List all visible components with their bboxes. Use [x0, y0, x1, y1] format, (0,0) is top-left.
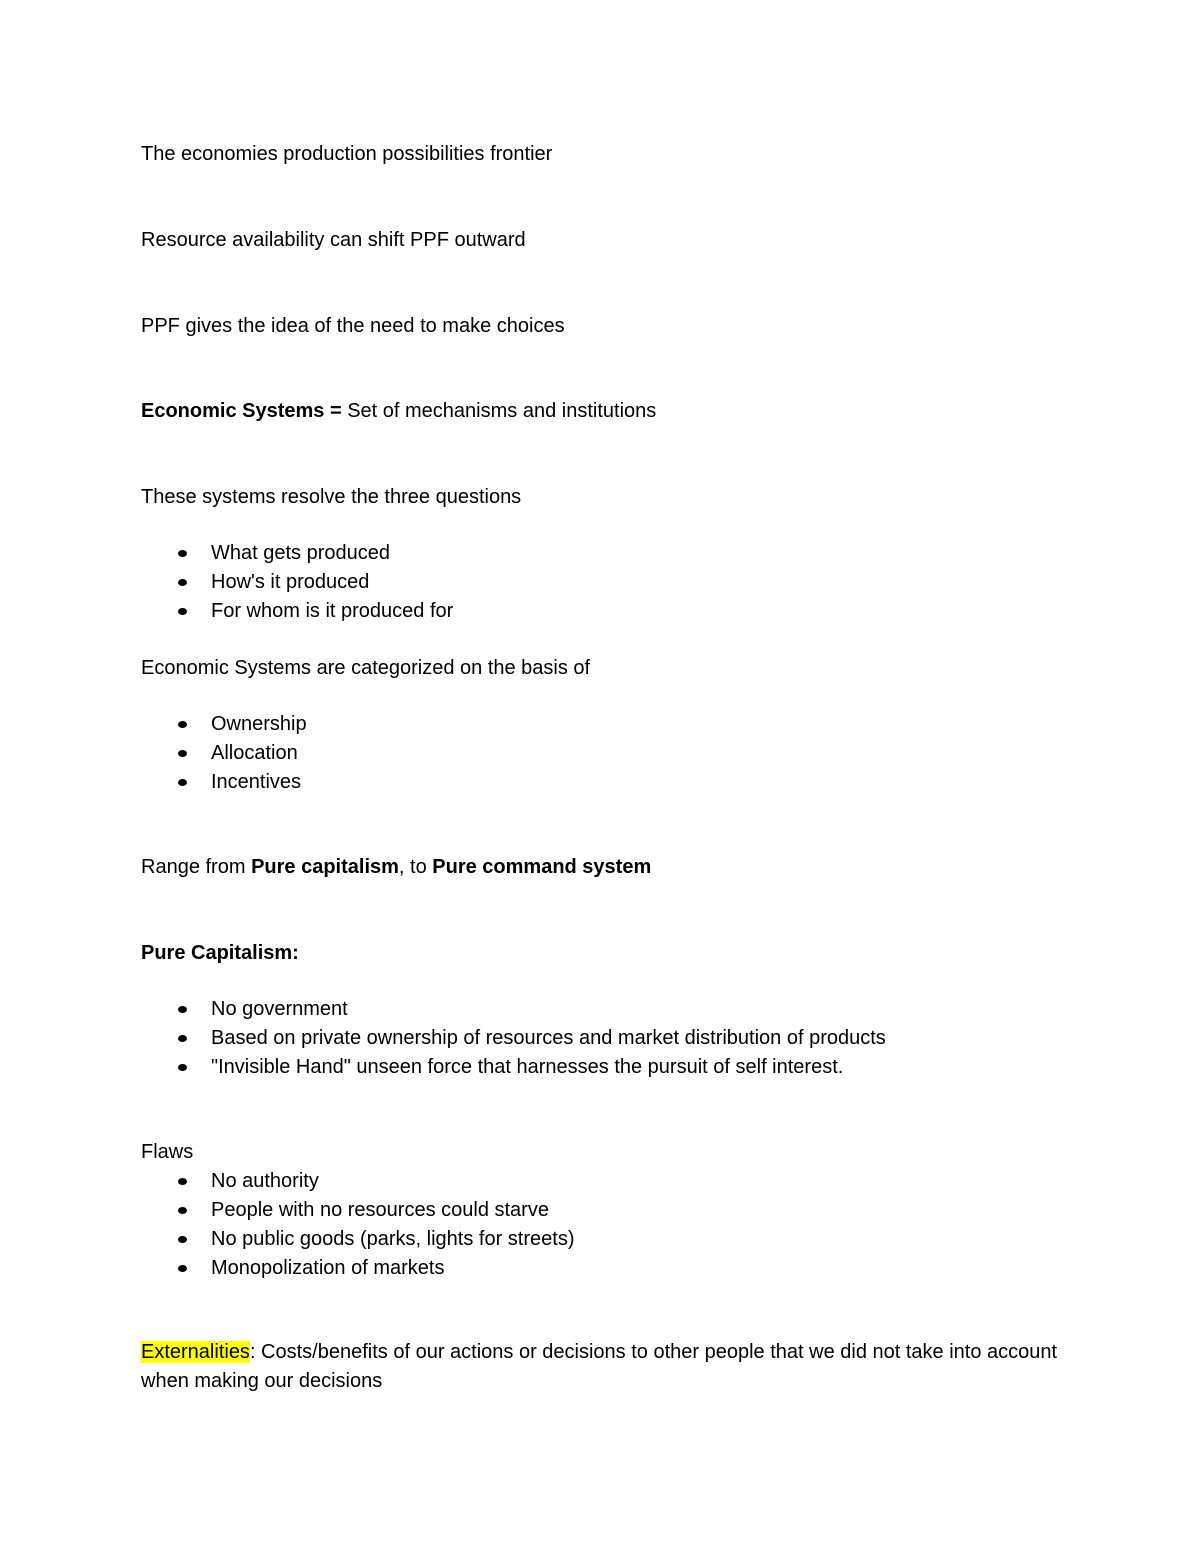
list-item-text: Allocation [211, 742, 298, 764]
externalities-definition [141, 1338, 1071, 1396]
categorized-intro: Economic Systems are categorized on the basis of [141, 657, 591, 679]
pure-capitalism-heading: Pure Capitalism: [141, 942, 299, 964]
bullet-icon [178, 550, 187, 557]
list-item [141, 1167, 575, 1196]
list-item-text: Ownership [211, 713, 307, 735]
economic-systems-def: Set of mechanisms and institutions [341, 400, 657, 422]
bullet-icon [178, 1236, 187, 1243]
bullet-icon [178, 1064, 187, 1071]
bullet-icon [178, 750, 187, 757]
three-questions-intro: These systems resolve the three questions [141, 486, 522, 508]
list-item-text: How's it produced [211, 571, 370, 593]
list-item [141, 597, 453, 626]
bullet-icon [178, 1178, 187, 1185]
list-item [141, 1196, 575, 1225]
externalities-term: Externalities [141, 1341, 250, 1363]
ppf-choices-text: PPF gives the idea of the need to make choices [141, 315, 565, 337]
list-item [141, 768, 307, 797]
range-term-capitalism: Pure capitalism [251, 856, 399, 878]
bullet-icon [178, 1265, 187, 1272]
list-item-text: People with no resources could starve [211, 1199, 549, 1221]
bullet-icon [178, 1006, 187, 1013]
externalities-def: : Costs/benefits of our actions or decisions to other people that we did not take into account when making our decisions [141, 1341, 1058, 1392]
economic-systems-term: Economic Systems = [141, 400, 342, 422]
flaws-list [141, 1167, 575, 1283]
range-mid: , to [398, 856, 433, 878]
list-item-text: No government [211, 998, 348, 1020]
list-item [141, 1024, 886, 1053]
list-item [141, 710, 307, 739]
categories-list [141, 710, 307, 797]
three-questions-list [141, 539, 453, 626]
bullet-icon [178, 1035, 187, 1042]
bullet-icon [178, 579, 187, 586]
list-item-text: For whom is it produced for [211, 600, 454, 622]
list-item [141, 539, 453, 568]
list-item-text: No public goods (parks, lights for streets) [211, 1228, 575, 1250]
list-item-text: No authority [211, 1170, 319, 1192]
bullet-icon [178, 1207, 187, 1214]
list-item [141, 1254, 575, 1283]
list-item [141, 1225, 575, 1254]
ppf-title-text: The economies production possibilities frontier [141, 143, 553, 165]
list-item-text: Monopolization of markets [211, 1257, 445, 1279]
bullet-icon [178, 608, 187, 615]
bullet-icon [178, 779, 187, 786]
range-term-command: Pure command system [432, 856, 652, 878]
list-item [141, 1053, 886, 1082]
list-item [141, 739, 307, 768]
list-item-text: Based on private ownership of resources and market distribution of products [211, 1027, 886, 1049]
list-item-text: "Invisible Hand" unseen force that harnesses the pursuit of self interest. [211, 1056, 844, 1078]
flaws-heading: Flaws [141, 1141, 194, 1163]
pure-capitalism-list [141, 995, 886, 1082]
range-prefix: Range from [141, 856, 252, 878]
list-item [141, 568, 453, 597]
list-item-text: Incentives [211, 771, 302, 793]
economic-systems-definition [141, 397, 656, 425]
bullet-icon [178, 721, 187, 728]
resource-shift-text: Resource availability can shift PPF outward [141, 229, 526, 251]
list-item [141, 995, 886, 1024]
list-item-text: What gets produced [211, 542, 390, 564]
range-sentence [141, 853, 651, 881]
